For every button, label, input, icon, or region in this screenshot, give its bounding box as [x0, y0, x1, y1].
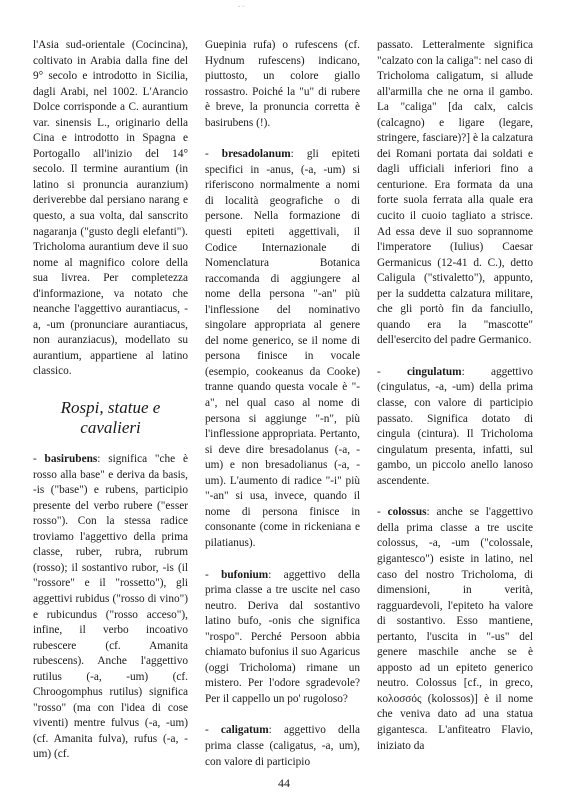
entry-term: caligatum: [220, 724, 269, 737]
entry-text: : aggettivo della prima classe (caligatus, -a, um), con valore di participio: [205, 724, 361, 768]
paragraph-caligatum-cont: passato. Letteralmente significa "calzato con la caliga": nel caso di Tricholoma caligatum, si allude all'armilla che ne orna il gambo. La "caliga" [da calx, calcis (calcagno) e ligare (legare, stringere, fasciare)?] è la calzatura dei Romani portata dai soldati e dagli ufficiali inferiori fino a centurione. Era formata da una forte suola ferrata alla quale era cucito il cuoio tagliato a strisce. Ad essa deve il suo soprannome l'imperatore (Iulius) Caesar Germanicus (12-41 d. C.), detto Caligula ("stivaletto"), appunto, per la suddetta calzatura militare, che gli portò fin da fanciullo, quando era la "mascotte" dell'esercito del padre Germanico.: [377, 39, 533, 347]
entry-term: cingulatum: [406, 365, 462, 378]
entry-colossus: - colossus: anche se l'aggettivo della prima classe a tre uscite colossus, -a, -um ("colossale, gigantesco") esiste in latino, nel caso del nostro Tricholoma, di dimensioni, in verità, ragguardevoli, l'epiteto ha valore di sostantivo. Esso mantiene, pertanto, l'uscita in "-us" del genere maschile anche se è apposto ad un epiteto generico neutro. Colossus [cf., in greco, κολοσσός (kolossos)] è il nome che veniva dato ad una statua gigantesca. L'anfiteatro Flavio, iniziato da: [377, 506, 534, 752]
column-3: [377, 38, 533, 754]
entry-term: bufonium: [221, 568, 269, 581]
entry-text: : aggettivo (cingulatus, -a, -um) della prima classe, con valore di participio passato. Significa dotato di cingula (cintura). Il Tricholoma cingulatum presenta, infatti, sul gambo, un piccolo anello lanoso ascendente.: [377, 365, 533, 487]
entry-term: bresadolanum: [221, 148, 291, 161]
page-number: 44: [278, 776, 290, 790]
paragraph-basirubens-cont: Guepinia rufa) o rufescens (cf. Hydnum rufescens) indicano, piuttosto, un colore giallo rossastro. Poiché la "u" di rubere è breve, la pronuncia corretta è basirubens (!).: [205, 39, 360, 129]
entry-text: : anche se l'aggettivo della prima classe a tre uscite colossus, -a, -um ("colossale, gigantesco") esiste in latino, nel caso del nostro Tricholoma, di dimensioni, in verità, ragguardevoli, l'epiteto ha valore di sostantivo. Esso mantiene, pertanto, l'uscita in "-us" del genere maschile anche se è apposto ad un epiteto generico neutro. Colossus [cf., in greco, κολοσσός (kolossos)] è il nome che veniva dato ad una statua gigantesca. L'anfiteatro Flavio, iniziato da: [377, 506, 534, 752]
entry-basirubens: - basirubens: significa "che è rosso alla base" e deriva da basis, -is ("base") e rubens, participio presente del verbo rubere ("esser rosso"). Con la stessa radice troviamo l'aggettivo della prima classe, ruber, rubra, rubrum (rosso); il sostantivo rubor, -is (il "rossore" e il "rossetto"), gli aggettivi rubidus ("rosso di vino") e rubicundus ("rosso acceso"), infine, il verbo incoativo rubescere (cf. Amanita rubescens). Anche l'aggettivo rutilus (-a, -um) (cf. Chroogomphus rutilus) significa "rosso" (ma con l'idea di cose viventi) mentre fulvus (-a, -um) (cf. Amanita fulva), rufus (-a, -um) (cf.: [33, 453, 188, 761]
paragraph-aurantium-cont: l'Asia sud-orientale (Cocincina), coltivato in Arabia dalla fine del 9° secolo e introdotto in Sicilia, dagli Arabi, nel 1002. L'Arancio Dolce corrisponde a C. aurantium var. sinensis L., originario della Cina e introdotto in Spagna e Portogallo all'inizio del 14° secolo. Il termine aurantium (in latino si pronuncia auranzium) deriverebbe dal persiano narang e questo, a sua volta, dal sanscrito nagaranja ("gusto degli elefanti"). Tricholoma aurantium deve il suo nome al magnifico colore della sua livrea. Per completezza d'informazione, va notato che neanche l'aggettivo aurantiacus, -a, -um (pronunciare aurantiacus, non auranziacus), modellato su aurantium, appartiene al latino classico.: [33, 39, 188, 378]
section-heading: Rospi, statue e cavalieri: [60, 398, 161, 438]
entry-bufonium: - bufonium: aggettivo della prima classe a tre uscite nel caso neutro. Deriva dal sostantivo latino bufo, -onis che significa "rospo". Perché Persoon abbia chiamato bufonius il suo Agaricus (oggi Tricholoma) rimane un mistero. Per l'odore sgradevole? Per il cappello un po' rugoloso?: [205, 568, 361, 705]
column-2: [205, 38, 360, 770]
scan-mark: ᵕ ᵕ: [238, 2, 245, 11]
entry-text: : significa "che è rosso alla base" e deriva da basis, -is ("base") e rubens, participio presente del verbo rubere ("esser rosso"). Con la stessa radice troviamo l'aggettivo della prima classe, ruber, rubra, rubrum (rosso); il sostantivo rubor, -is (il "rossore" e il "rossetto"), gli aggettivi rubidus ("rosso di vino") e rubicundus ("rosso acceso"), infine, il verbo incoativo rubescere (cf. Amanita rubescens). Anche l'aggettivo rutilus (-a, -um) (cf. Chroogomphus rutilus) significa "rosso" (ma con l'idea di cose viventi) mentre fulvus (-a, -um) (cf. Amanita fulva), rufus (-a, -um) (cf.: [33, 453, 188, 761]
entry-cingulatum: - cingulatum: aggettivo (cingulatus, -a, -um) della prima classe, con valore di participio passato. Significa dotato di cingula (cintura). Il Tricholoma cingulatum presenta, infatti, sul gambo, un piccolo anello lanoso ascendente.: [377, 365, 533, 487]
entry-bresadolanum: - bresadolanum: gli epiteti specifici in -anus, (-a, -um) si riferiscono normalmente a nomi di località geografiche o di persone. Nella formazione di questi epiteti aggettivali, il Codice Internazionale di Nomenclatura Botanica raccomanda di aggiungere al nome della persona "-an" più l'inflessione del nominativo singolare appropriata al genere del nome generico, se il nome di persona finisce in vocale (esempio, cookeanus da Cooke) tranne quando questa vocale è "-a", nel qual caso al nome di persona si aggiunge "-n", più l'inflessione appropriata. Pertanto, si deve dire bresadolanus (-a, -um) e non bresadolianus (-a, -um). L'aumento di radice "-i" più "-an" si usa, invece, quando il nome di persona finisce in consonante (come in rickeniana e pilatianus).: [205, 148, 360, 549]
entry-term: colossus: [387, 506, 427, 519]
column-1: [33, 38, 188, 763]
entry-text: : aggettivo della prima classe a tre uscite nel caso neutro. Deriva dal sostantivo latino bufo, -onis che significa "rospo". Perché Persoon abbia chiamato bufonius il suo Agaricus (oggi Tricholoma) rimane un mistero. Per l'odore sgradevole? Per il cappello un po' rugoloso?: [205, 568, 361, 705]
entry-term: basirubens: [44, 453, 98, 466]
entry-caligatum: - caligatum: aggettivo della prima classe (caligatus, -a, um), con valore di participio: [205, 724, 361, 768]
entry-text: : gli epiteti specifici in -anus, (-a, -um) si riferiscono normalmente a nomi di località geografiche o di persone. Nella formazione di questi epiteti aggettivali, il Codice Internazionale di Nomenclatura Botanica raccomanda di aggiungere al nome della persona "-an" più l'inflessione del nominativo singolare appropriata al genere del nome generico, se il nome di persona finisce in vocale (esempio, cookeanus da Cooke) tranne quando questa vocale è "-a", nel qual caso al nome di persona si aggiunge "-n", più l'inflessione appropriata. Pertanto, si deve dire bresadolanus (-a, -um) e non bresadolianus (-a, -um). L'aumento di radice "-i" più "-an" si usa, invece, quando il nome di persona finisce in consonante (come in rickeniana e pilatianus).: [205, 148, 360, 549]
